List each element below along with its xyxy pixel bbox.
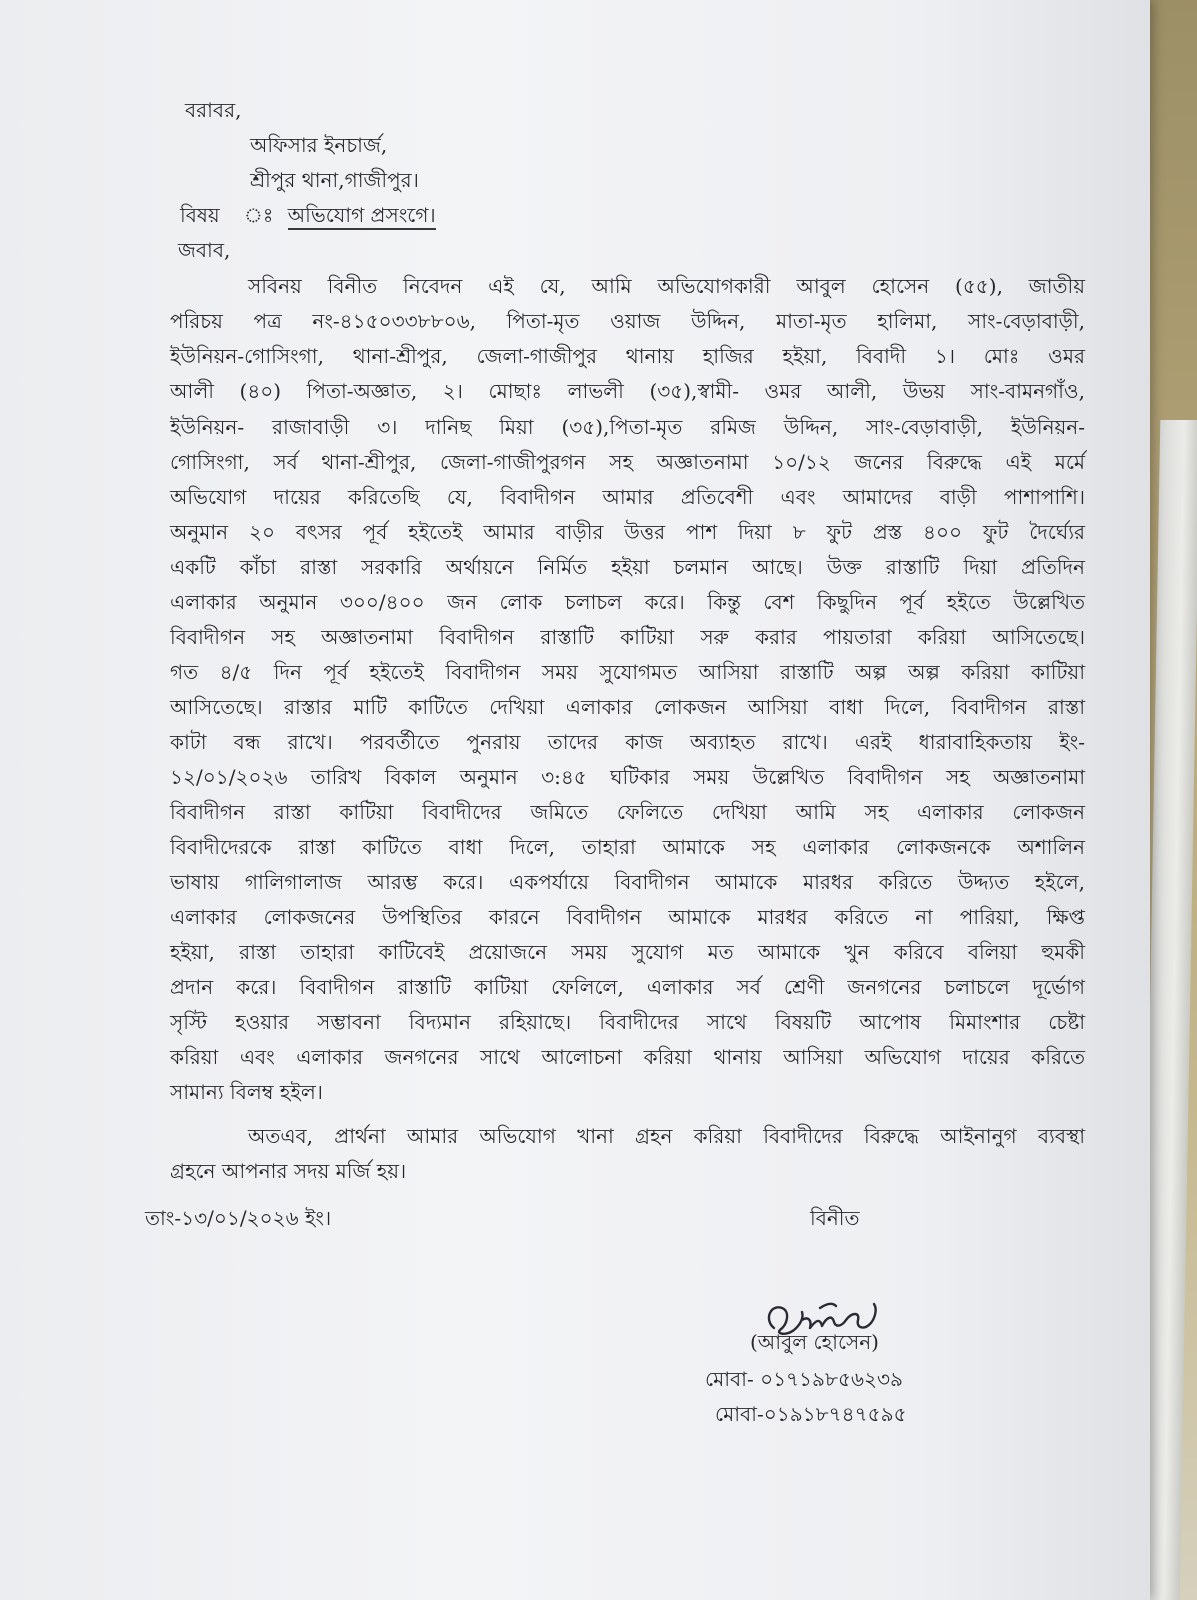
letter-date: তাং-১৩/০১/২০২৬ ইং। — [145, 1206, 332, 1230]
signer-name: (আবুল হোসেন) — [750, 1330, 879, 1354]
body-line: আসিতেছে। রাস্তার মাটি কাটিতে দেখিয়া এলাকার লোকজন আসিয়া বাধা দিলে, বিবাদীগন রাস্তা — [170, 695, 1085, 719]
body-line: ইউনিয়ন- রাজাবাড়ী ৩। দানিছ মিয়া (৩৫),পিতা-মৃত রমিজ উদ্দিন, সাং-বেড়াবাড়ী, ইউনিয়ন- — [170, 415, 1085, 439]
recipient-title: অফিসার ইনচার্জ, — [250, 133, 388, 157]
body-line: কাটা বন্ধ রাখে। পরবর্তীতে পুনরায় তাদের কাজ অব্যাহত রাখে। এরই ধারাবাহিকতায় ইং- — [170, 730, 1085, 754]
body-line: সৃস্টি হওয়ার সম্ভাবনা বিদ্যমান রহিয়াছে। বিবাদীদের সাথে বিষয়টি আপোষ মিমাংশার চেষ্টা — [170, 1010, 1085, 1034]
body-line: বিবাদীগন সহ অজ্ঞাতনামা বিবাদীগন রাস্তাটি কাটিয়া সরু করার পায়তারা করিয়া আসিতেছে। — [170, 625, 1085, 649]
closing-line: গ্রহনে আপনার সদয় মর্জি হয়। — [170, 1159, 407, 1183]
greeting: জবাব, — [178, 238, 231, 262]
body-line: ১২/০১/২০২৬ তারিখ বিকাল অনুমান ৩:৪৫ ঘটিকার সময় উল্লেখিত বিবাদীগন সহ অজ্ঞাতনামা — [170, 765, 1085, 789]
body-line: সবিনয় বিনীত নিবেদন এই যে, আমি অভিযোগকারী আবুল হোসেন (৫৫), জাতীয় — [248, 274, 1085, 298]
body-line: গোসিংগা, সর্ব থানা-শ্রীপুর, জেলা-গাজীপুরগন সহ অজ্ঞাতনামা ১০/১২ জনের বিরুদ্ধে এই মর্মে — [170, 450, 1085, 474]
subject-row — [180, 201, 436, 229]
phone-number-2: মোবা-০১৯১৮৭৪৭৫৯৫ — [715, 1402, 907, 1426]
subject-text: অভিযোগ প্রসংগে। — [288, 203, 436, 230]
body-line: পরিচয় পত্র নং-৪১৫০৩৩৮৮০৬, পিতা-মৃত ওয়াজ উদ্দিন, মাতা-মৃত হালিমা, সাং-বেড়াবাড়ী, — [170, 309, 1085, 333]
body-line: অনুমান ২০ বৎসর পূর্ব হইতেই আমার বাড়ীর উত্তর পাশ দিয়া ৮ ফুট প্রস্ত ৪০০ ফুট দৈর্ঘ্যের — [170, 520, 1085, 544]
subject-label: বিষয় — [180, 203, 220, 227]
body-line: অভিযোগ দায়ের করিতেছি যে, বিবাদীগন আমার প্রতিবেশী এবং আমাদের বাড়ী পাশাপাশি। — [170, 485, 1085, 509]
body-line: এলাকার লোকজনের উপস্থিতির কারনে বিবাদীগন আমাকে মারধর করিতে না পারিয়া, ক্ষিপ্ত — [170, 905, 1085, 929]
body-line: বিবাদীগন রাস্তা কাটিয়া বিবাদীদের জমিতে ফেলিতে দেখিয়া আমি সহ এলাকার লোকজন — [170, 800, 1085, 824]
body-line: করিয়া এবং এলাকার জনগনের সাথে আলোচনা করিয়া থানায় আসিয়া অভিযোগ দায়ের করিতে — [170, 1045, 1085, 1069]
body-line: সামান্য বিলম্ব হইল। — [170, 1080, 323, 1104]
body-line: গত ৪/৫ দিন পূর্ব হইতেই বিবাদীগন সময় সুযোগমত আসিয়া রাস্তাটি অল্প অল্প করিয়া কাটিয়া — [170, 660, 1085, 684]
phone-number-1: মোবা- ০১৭১৯৮৫৬২৩৯ — [705, 1367, 903, 1391]
body-line: প্রদান করে। বিবাদীগন রাস্তাটি কাটিয়া ফেলিলে, এলাকার সর্ব শ্রেণী জনগনের চলাচলে দূর্ভোগ — [170, 975, 1085, 999]
recipient-address: শ্রীপুর থানা,গাজীপুর। — [250, 168, 419, 192]
body-line: ইউনিয়ন-গোসিংগা, থানা-শ্রীপুর, জেলা-গাজীপুর থানায় হাজির হইয়া, বিবাদী ১। মোঃ ওমর — [170, 344, 1085, 368]
body-line: এলাকার অনুমান ৩০০/৪০০ জন লোক চলাচল করে। কিন্তু বেশ কিছুদিন পূর্ব হইতে উল্লেখিত — [170, 590, 1085, 614]
body-line: বিবাদীদেরকে রাস্তা কাটিতে বাধা দিলে, তাহারা আমাকে সহ এলাকার লোকজনকে অশালিন — [170, 835, 1085, 859]
subject-separator: ঃ — [244, 203, 274, 227]
closing-line: অতএব, প্রার্থনা আমার অভিযোগ খানা গ্রহন করিয়া বিবাদীদের বিরুদ্ধে আইনানুগ ব্যবস্থা — [248, 1124, 1085, 1148]
body-line: হইয়া, রাস্তা তাহারা কাটিবেই প্রয়োজনে সময় সুযোগ মত আমাকে খুন করিবে বলিয়া হুমকী — [170, 940, 1085, 964]
body-line: ভাষায় গালিগালাজ আরম্ভ করে। একপর্যায়ে বিবাদীগন আমাকে মারধর করিতে উদ্দ্যত হইলে, — [170, 870, 1085, 894]
body-line: একটি কাঁচা রাস্তা সরকারি অর্থায়নে নির্মিত হইয়া চলমান আছে। উক্ত রাস্তাটি দিয়া প্রতিদিন — [170, 555, 1085, 579]
body-line: আলী (৪০) পিতা-অজ্ঞাত, ২। মোছাঃ লাভলী (৩৫),স্বামী- ওমর আলী, উভয় সাং-বামনগাঁও, — [170, 379, 1085, 403]
salutation: বরাবর, — [185, 98, 242, 122]
sign-off: বিনীত — [810, 1206, 860, 1230]
